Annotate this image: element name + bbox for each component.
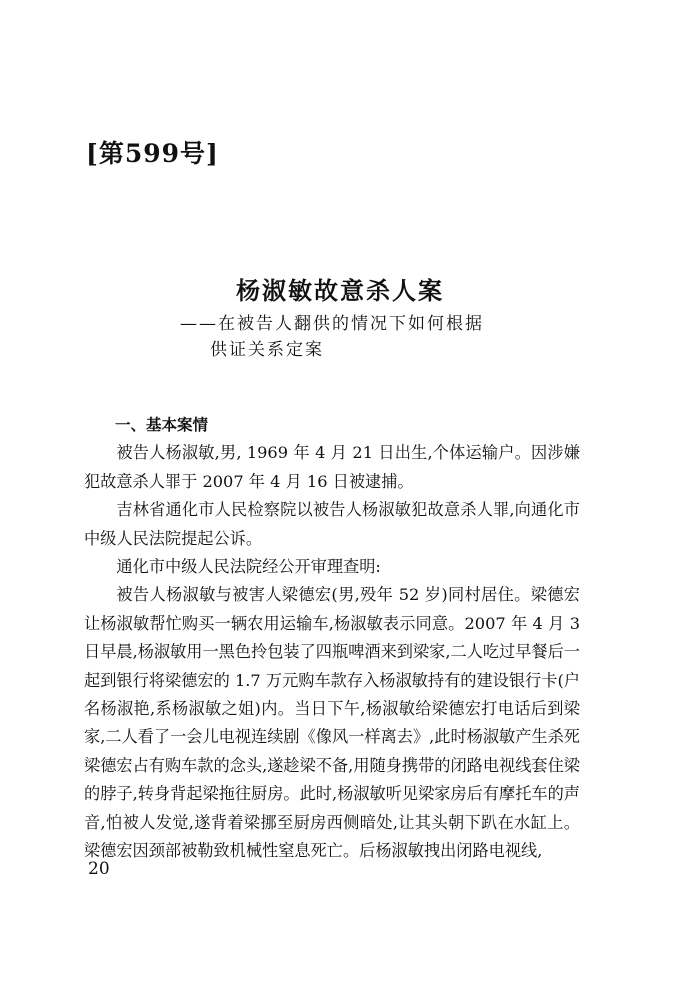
subtitle-line-1: ——在被告人翻供的情况下如何根据 <box>180 314 484 334</box>
page-number: 20 <box>88 859 110 879</box>
paragraph: 被告人杨淑敏,男, 1969 年 4 月 21 日出生,个体运输户。因涉嫌犯故意杀人罪于 2007 年 4 月 16 日被逮捕。 <box>84 443 580 491</box>
case-number: [第599号] <box>86 139 219 168</box>
section-heading: 一、基本案情 <box>115 416 209 434</box>
article-title: 杨淑敏故意杀人案 <box>236 276 444 305</box>
paragraph: 被告人杨淑敏与被害人梁德宏(男,殁年 52 岁)同村居住。梁德宏让杨淑敏帮忙购买一辆农用运输车,杨淑敏表示同意。2007 年 4 月 3 日早晨,杨淑敏用一黑色拎包装了四瓶啤酒来到梁家,二人吃过早餐后一起到银行将梁德宏的 1.7 万元购车款存入杨淑敏持有的建设银行卡(户名杨淑艳,系杨淑敏之姐)内。当日下午,杨淑敏给梁德宏打电话后到梁家,二人看了一会儿电视连续剧《像风一样离去》,此时杨淑敏产生杀死梁德宏占有购车款的念头,遂趁梁不备,用随身携带的闭路电视线套住梁的脖子,转身背起梁拖往厨房。此时,杨淑敏听见梁家房后有摩托车的声音,怕被人发觉,遂背着梁挪至厨房西侧暗处,让其头朝下趴在水缸上。梁德宏因颈部被勒致机械性窒息死亡。后杨淑敏拽出闭路电视线, <box>84 585 580 861</box>
article-subtitle <box>180 311 484 363</box>
paragraph: 通化市中级人民法院经公开审理查明: <box>116 557 381 577</box>
article-body <box>84 411 580 866</box>
subtitle-line-2: 供证关系定案 <box>210 340 324 360</box>
paragraph: 吉林省通化市人民检察院以被告人杨淑敏犯故意杀人罪,向通化市中级人民法院提起公诉。 <box>84 500 580 548</box>
